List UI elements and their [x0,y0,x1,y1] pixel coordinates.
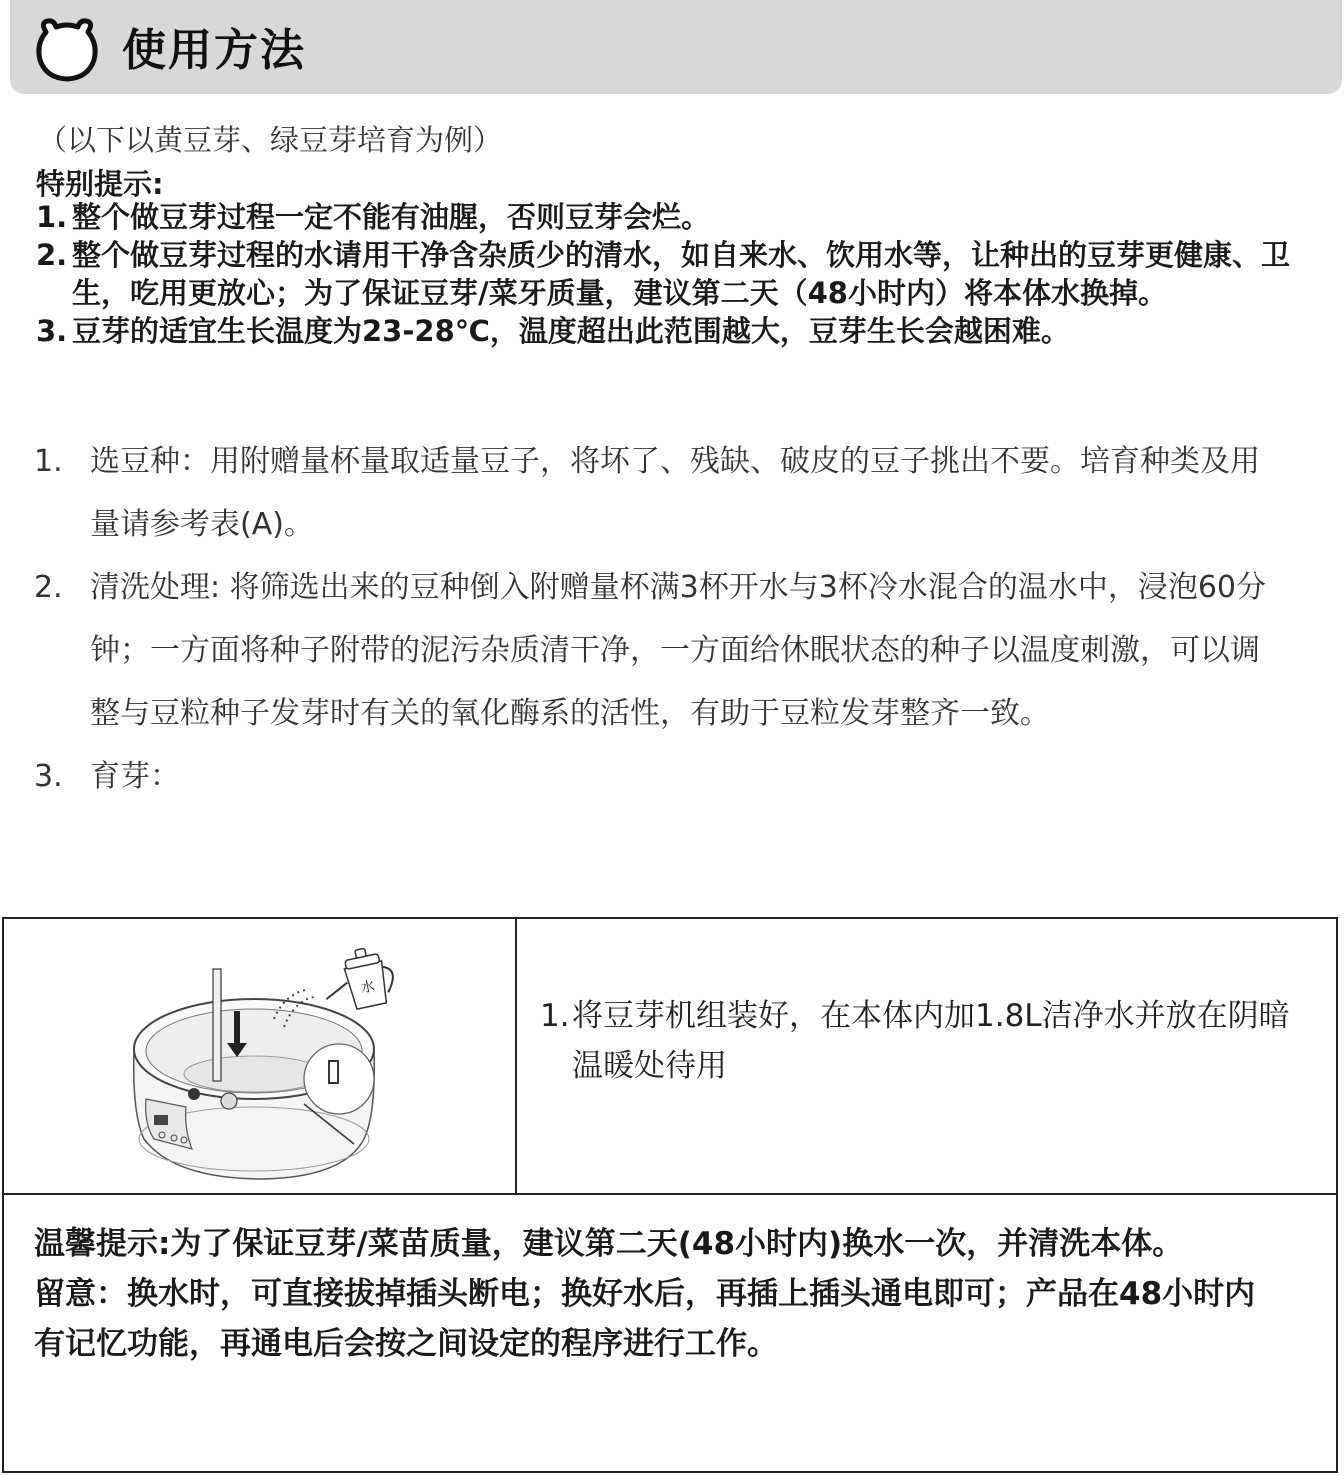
attention-note: 留意：换水时，可直接拔掉插头断电；换好水后，再插上插头通电即可；产品在48小时内有记忆功能，再通电后会按之间设定的程序进行工作。 [34,1276,1256,1362]
step-item: 3. 育芽： [34,759,180,794]
box-step: 1. 将豆芽机组装好，在本体内加1.8L洁净水并放在阴暗温暖处待用 [540,998,1290,1084]
warm-tip: 温馨提示:为了保证豆芽/菜苗质量，建议第二天(48小时内)换水一次，并清洗本体。 [34,1226,1184,1262]
steps-list [34,430,1274,808]
section-header [10,0,1342,94]
step-item: 1. 选豆种：用附赠量杯量取适量豆子，将坏了、残缺、破皮的豆子挑出不要。培育种类及用量请参考表(A)。 [34,444,1260,542]
notice-item: 3. 豆芽的适宜生长温度为23-28℃，温度超出此范围越大，豆芽生长会越困难。 [36,314,1070,348]
tips-section [34,1219,1274,1369]
bear-face-icon [32,18,102,82]
step-item: 2. 清洗处理: 将筛选出来的豆种倒入附赠量杯满3杯开水与3杯冷水混合的温水中，浸泡60分钟；一方面将种子附带的泥污杂质清干净，一方面给休眠状态的种子以温度刺激，可以调整与豆粒种子发芽时有关的氧化酶系的活性，有助于豆粒发芽整齐一致。 [34,570,1266,731]
intro-text: （以下以黄豆芽、绿豆芽培育为例） [38,123,503,157]
notice-item: 2. 整个做豆芽过程的水请用干净含杂质少的清水，如自来水、饮用水等，让种出的豆芽更健康、卫生，吃用更放心；为了保证豆芽/菜牙质量，建议第二天（48小时内）将本体水换掉。 [36,238,1291,310]
kettle-label: 水 [359,978,377,997]
section-title: 使用方法 [122,25,306,76]
notice-item: 1. 整个做豆芽过程一定不能有油腥，否则豆芽会烂。 [36,200,711,234]
notice-title: 特别提示: [36,167,164,201]
notice-list [36,198,1306,350]
instruction-box [2,917,1338,1473]
cell-divider [515,919,517,1193]
sprouter-illustration [114,939,394,1189]
row-divider [4,1193,1336,1195]
